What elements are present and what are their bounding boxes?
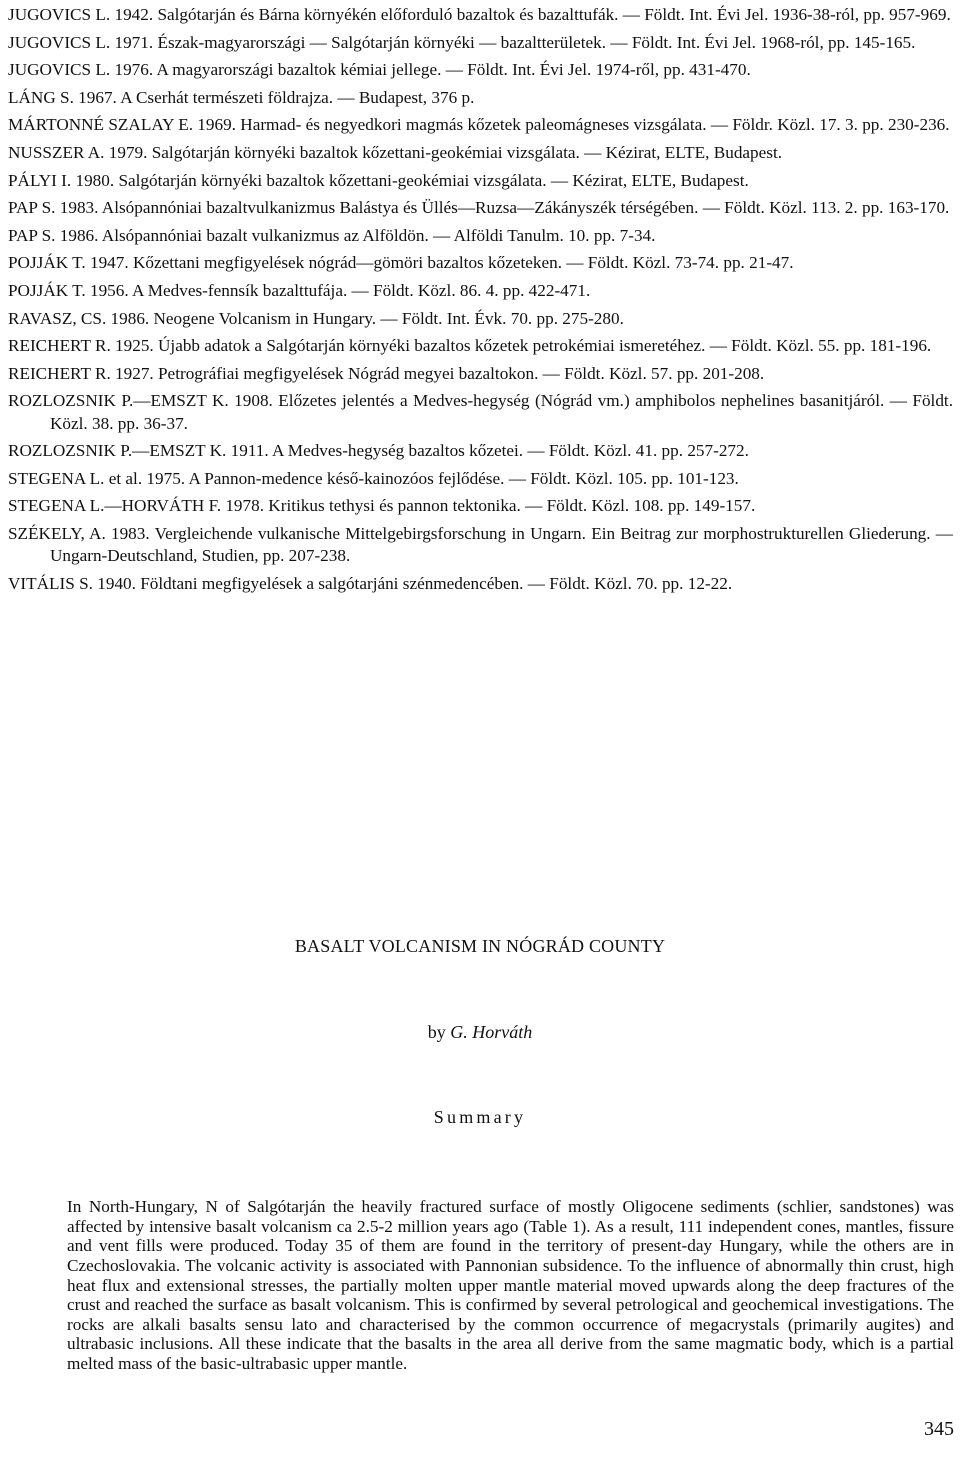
reference-item: REICHERT R. 1925. Újabb adatok a Salgótarján környéki bazaltos kőzetek petrokémiai ismeretéhez. — Földt. Közl. 55. pp. 181-196.	[8, 336, 932, 356]
article-title: BASALT VOLCANISM IN NÓGRÁD COUNTY	[294, 936, 666, 956]
reference-list	[8, 4, 953, 600]
reference-item: STEGENA L.—HORVÁTH F. 1978. Kritikus tethysi és pannon tektonika. — Földt. Közl. 108. pp. 149-157.	[8, 496, 756, 516]
reference-item: SZÉKELY, A. 1983. Vergleichende vulkanische Mittelgebirgsforschung in Ungarn. Ein Beitrag zur morphostrukturellen Gliederung. — Ungarn-Deutschland, Studien, pp. 207-238.	[8, 523, 953, 566]
reference-item: JUGOVICS L. 1942. Salgótarján és Bárna környékén előforduló bazaltok és bazalttufák. — Földt. Int. Évi Jel. 1936-38-ról, pp. 957-969.	[8, 5, 951, 24]
reference-item: RAVASZ, CS. 1986. Neogene Volcanism in Hungary. — Földt. Int. Évk. 70. pp. 275-280.	[8, 308, 624, 328]
reference-item: POJJÁK T. 1956. A Medves-fennsík bazalttufája. — Földt. Közl. 86. 4. pp. 422-471.	[8, 280, 591, 300]
summary-heading: Summary	[433, 1107, 527, 1127]
reference-item: LÁNG S. 1967. A Cserhát természeti földrajza. — Budapest, 376 p.	[8, 87, 475, 107]
reference-item: PAP S. 1983. Alsópannóniai bazaltvulkanizmus Balástya és Üllés—Ruzsa—Zákányszék térségében. — Földt. Közl. 113. 2. pp. 163-170.	[8, 198, 950, 218]
reference-item: NUSSZER A. 1979. Salgótarján környéki bazaltok kőzettani-geokémiai vizsgálata. — Kézirat, ELTE, Budapest.	[8, 142, 783, 162]
reference-item: REICHERT R. 1927. Petrográfiai megfigyelések Nógrád megyei bazaltokon. — Földt. Közl. 57. pp. 201-208.	[8, 363, 765, 383]
reference-item: ROZLOZSNIK P.—EMSZT K. 1908. Előzetes jelentés a Medves-hegység (Nógrád vm.) amphibolos nephelines basanitjáról. — Földt. Közl. 38. pp. 36-37.	[8, 391, 953, 433]
reference-item: POJJÁK T. 1947. Kőzettani megfigyelések nógrád—gömöri bazaltos kőzeteken. — Földt. Közl. 73-74. pp. 21-47.	[8, 253, 794, 273]
byline-prefix: by	[427, 1022, 446, 1042]
reference-item: JUGOVICS L. 1971. Észak-magyarországi — Salgótarján környéki — bazaltterületek. — Földt. Int. Évi Jel. 1968-ról, pp. 145-165.	[8, 32, 916, 52]
reference-item: VITÁLIS S. 1940. Földtani megfigyelések a salgótarjáni szénmedencében. — Földt. Közl. 70. pp. 12-22.	[8, 573, 733, 593]
reference-item: MÁRTONNÉ SZALAY E. 1969. Harmad- és negyedkori magmás kőzetek paleomágneses vizsgálata. — Földr. Közl. 17. 3. pp. 230-236.	[8, 115, 950, 135]
reference-item: STEGENA L. et al. 1975. A Pannon-medence késő-kainozóos fejlődése. — Földt. Közl. 105. pp. 101-123.	[8, 468, 739, 488]
reference-item: JUGOVICS L. 1976. A magyarországi bazaltok kémiai jellege. — Földt. Int. Évi Jel. 1974-ről, pp. 431-470.	[8, 60, 751, 80]
page-number: 345	[924, 1418, 954, 1440]
byline	[0, 1022, 960, 1043]
reference-item: PÁLYI I. 1980. Salgótarján környéki bazaltok kőzettani-geokémiai vizsgálata. — Kézirat, ELTE, Budapest.	[8, 170, 749, 190]
author-name: G. Horváth	[450, 1022, 533, 1042]
reference-item: PAP S. 1986. Alsópannóniai bazalt vulkanizmus az Alföldön. — Alföldi Tanulm. 10. pp. 7-34.	[8, 225, 656, 245]
reference-item: ROZLOZSNIK P.—EMSZT K. 1911. A Medves-hegység bazaltos kőzetei. — Földt. Közl. 41. pp. 257-272.	[8, 441, 749, 461]
abstract-paragraph: In North-Hungary, N of Salgótarján the heavily fractured surface of mostly Oligocene sediments (schlier, sandstones) was affected by intensive basalt volcanism ca 2.5-2 million years ago (Table 1). As a result, 111 independent cones, mantles, fissure and vent fills were produced. Today 35 of them are found in the territory of present-day Hungary, while the others are in Czechoslovakia. The volcanic activity is associated with Pannonian subsidence. To the influence of abnormally thin crust, high heat flux and extensional stresses, the partially molten upper mantle material moved upwards along the deep fractures of the crust and reached the surface as basalt volcanism. This is confirmed by several petrological and geochemical investigations. The rocks are alkali basalts sensu lato and characterised by the common occurrence of megacrystals (primarily augites) and ultrabasic inclusions. All these indicate that the basalts in the area all derive from the same magmatic body, which is a partial melted mass of the basic-ultrabasic upper mantle.	[67, 1197, 954, 1373]
